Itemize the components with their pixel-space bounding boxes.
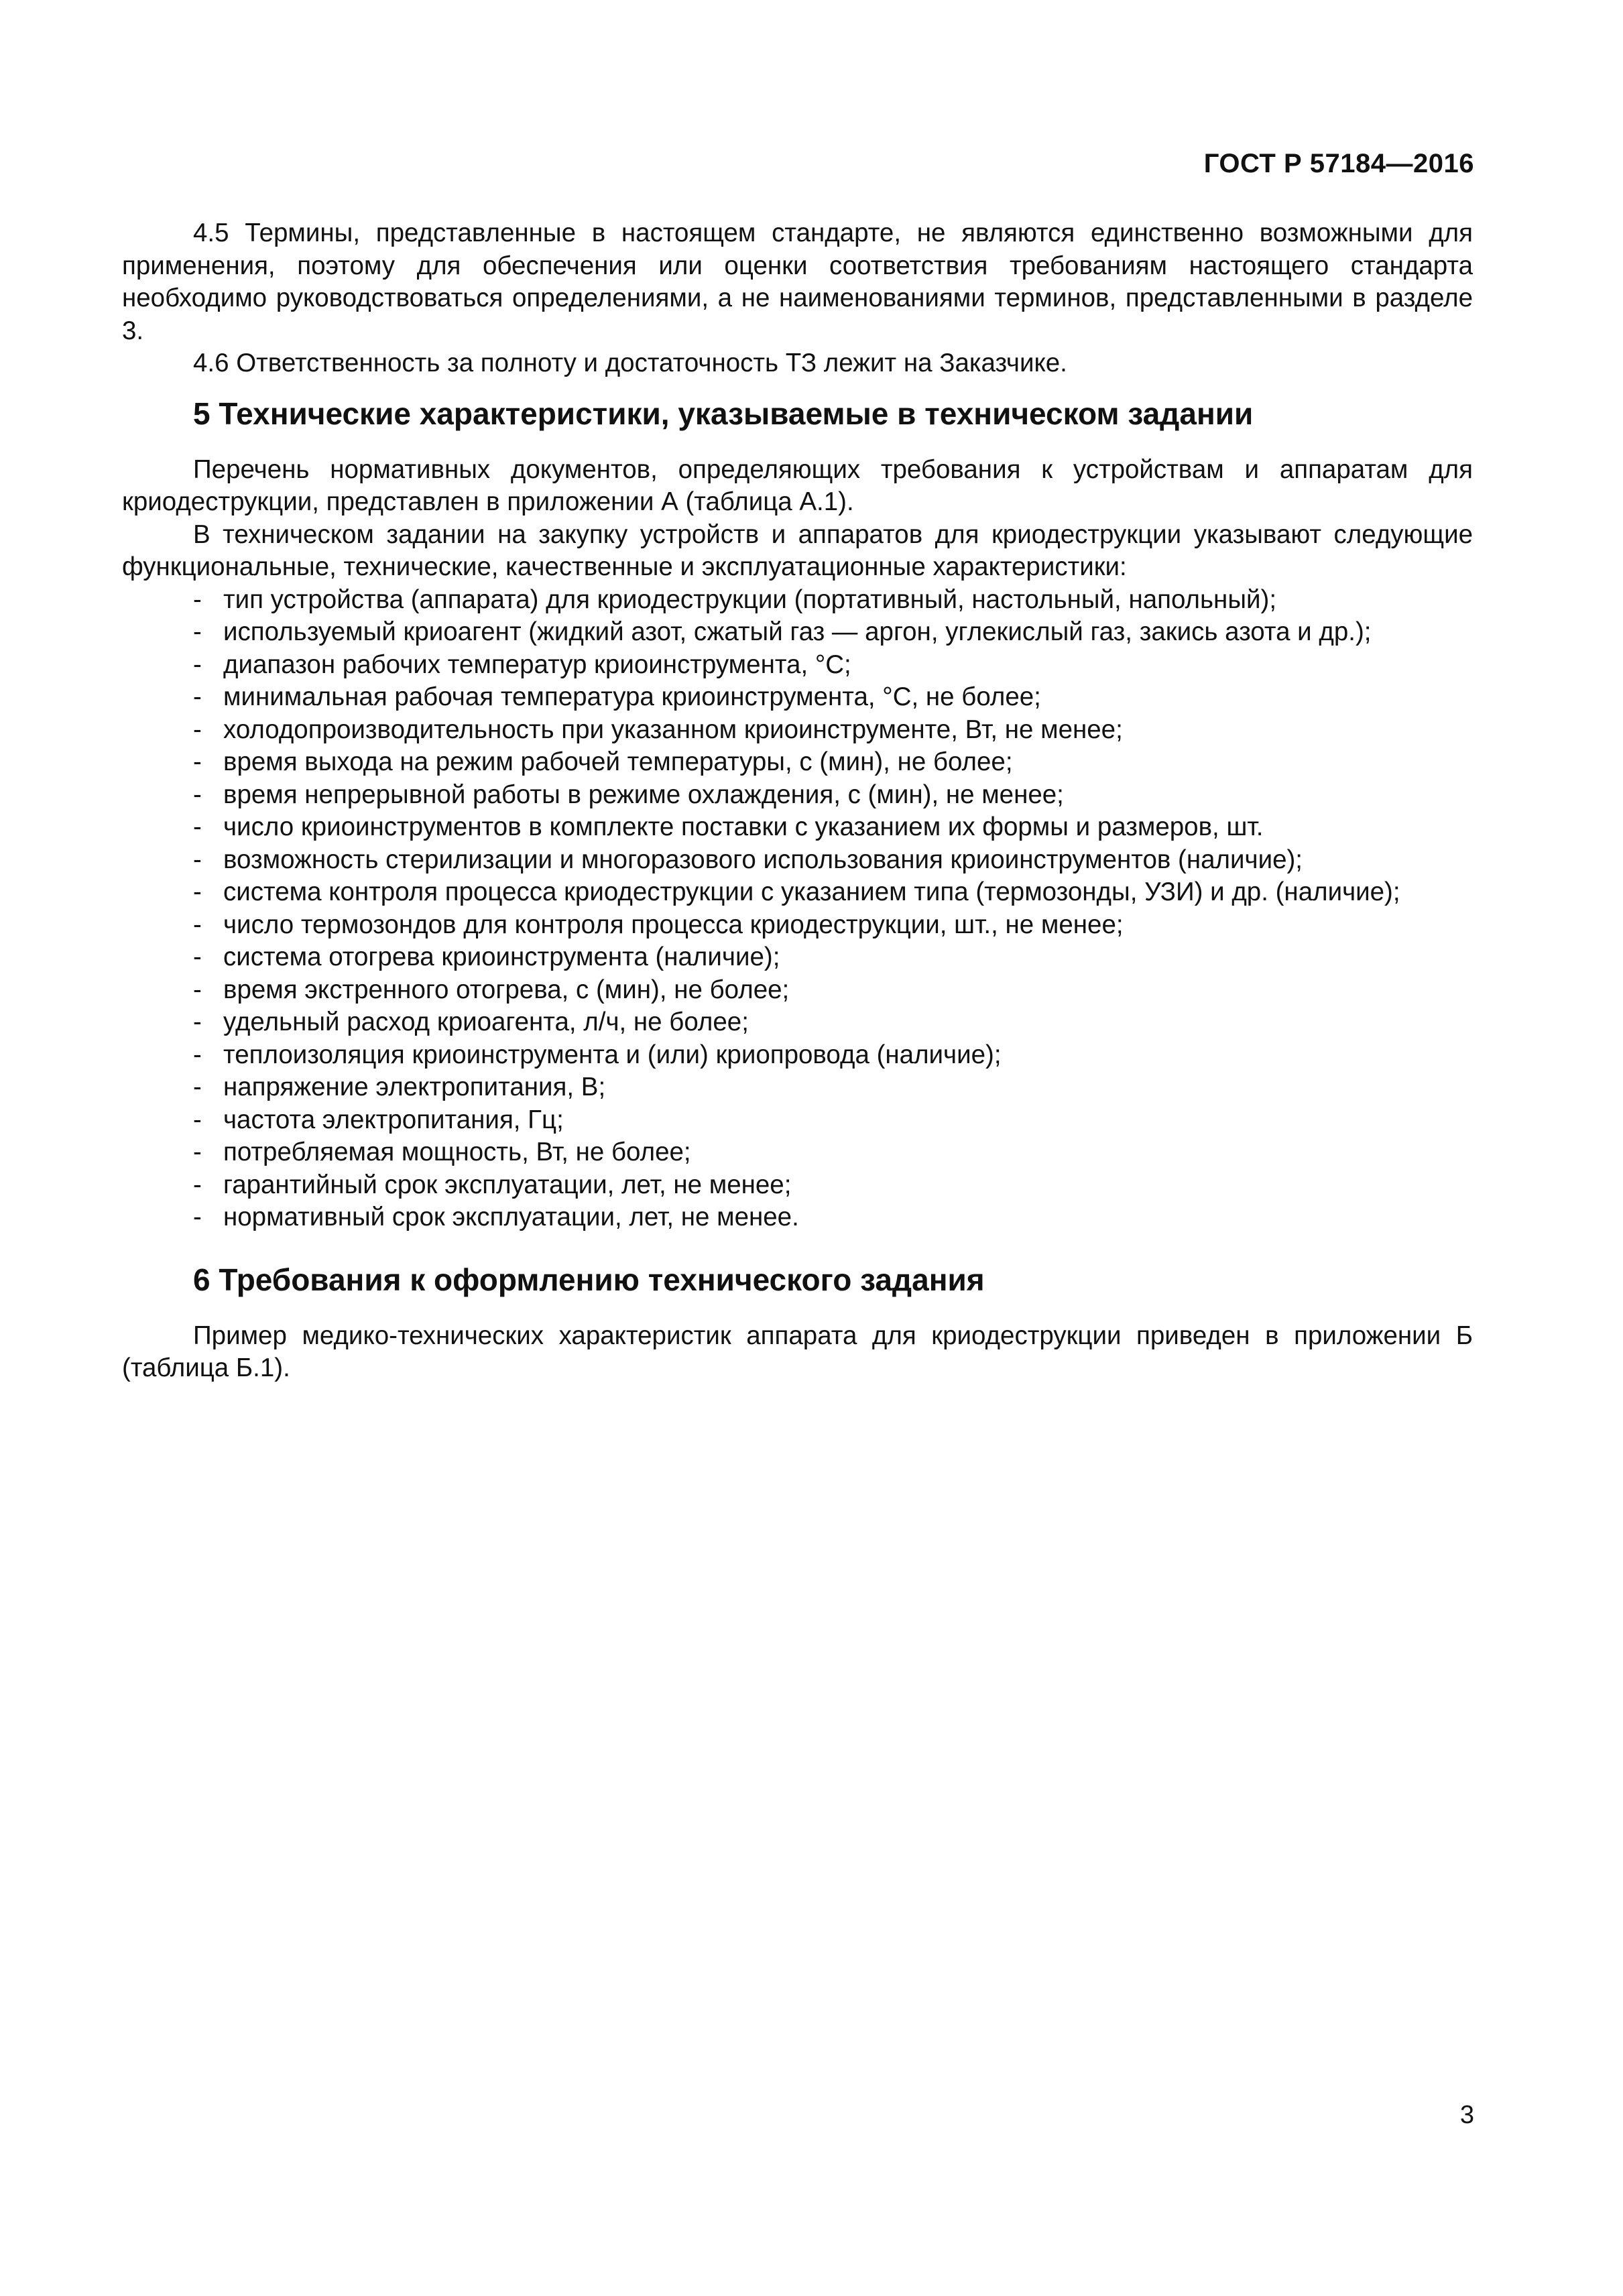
list-marker: - <box>193 1203 202 1231</box>
list-item <box>122 909 1473 942</box>
list-item <box>122 1039 1473 1072</box>
list-marker: - <box>193 1073 202 1101</box>
list-marker: - <box>193 975 202 1004</box>
list-item-text: частота электропитания, Гц; <box>223 1105 564 1134</box>
list-marker: - <box>193 1138 202 1166</box>
list-marker: - <box>193 617 202 646</box>
list-item-text: диапазон рабочих температур криоинструмента, °С; <box>223 650 851 679</box>
list-marker: - <box>193 1040 202 1069</box>
document-body <box>122 217 1473 1385</box>
list-item <box>122 974 1473 1007</box>
list-item-text: система отогрева криоинструмента (наличие); <box>223 943 780 971</box>
list-item-text: удельный расход криоагента, л/ч, не более; <box>223 1008 749 1036</box>
list-item-text: тип устройства (аппарата) для криодеструкции (портативный, настольный, напольный); <box>223 585 1277 614</box>
list-item-text: число термозондов для контроля процесса криодеструкции, шт., не менее; <box>223 910 1124 939</box>
list-marker: - <box>193 585 202 614</box>
list-item-text: напряжение электропитания, В; <box>223 1073 606 1101</box>
list-item <box>122 584 1473 617</box>
list-marker: - <box>193 715 202 744</box>
list-marker: - <box>193 682 202 711</box>
list-item <box>122 1071 1473 1104</box>
list-marker: - <box>193 910 202 939</box>
document-header: ГОСТ Р 57184—2016 <box>1203 149 1474 178</box>
list-item <box>122 1136 1473 1169</box>
list-item-text: возможность стерилизации и многоразового использования криоинструментов (наличие); <box>223 845 1303 874</box>
section-5-paragraph-2: В техническом задании на закупку устройств и аппаратов для криодеструкции указывают следующие функциональные, технические, качественные и эксплуатационные характеристики: <box>122 520 1473 581</box>
list-item <box>122 649 1473 682</box>
section-5-paragraph-1: Перечень нормативных документов, определяющих требования к устройствам и аппаратам для криодеструкции, представлен в приложении А (таблица А.1). <box>122 455 1473 516</box>
list-item <box>122 779 1473 812</box>
list-item-text: холодопроизводительность при указанном криоинструменте, Вт, не менее; <box>223 715 1123 744</box>
list-item-text: используемый криоагент (жидкий азот, сжатый газ — аргон, углекислый газ, закись азота и др.); <box>223 617 1372 646</box>
list-marker: - <box>193 747 202 776</box>
paragraph-4-5: 4.5 Термины, представленные в настоящем стандарте, не являются единственно возможными для применения, поэтому для обеспечения или оценки соответствия требованиям настоящего стандарта необходимо руководствоваться определениями, а не наименованиями терминов, представленными в разделе 3. <box>122 219 1473 345</box>
list-item-text: время непрерывной работы в режиме охлаждения, с (мин), не менее; <box>223 780 1064 809</box>
list-item-text: время экстренного отогрева, с (мин), не более; <box>223 975 790 1004</box>
list-marker: - <box>193 845 202 874</box>
paragraph-4-6: 4.6 Ответственность за полноту и достаточность ТЗ лежит на Заказчике. <box>193 349 1067 377</box>
list-item <box>122 1169 1473 1202</box>
list-item-text: потребляемая мощность, Вт, не более; <box>223 1138 691 1166</box>
characteristics-list <box>122 584 1473 1234</box>
list-marker: - <box>193 650 202 679</box>
list-item <box>122 681 1473 714</box>
list-item <box>122 616 1473 649</box>
list-item-text: теплоизоляция криоинструмента и (или) криопровода (наличие); <box>223 1040 1002 1069</box>
section-6-heading: 6 Требования к оформлению технического задания <box>193 1262 985 1297</box>
list-item-text: время выхода на режим рабочей температуры, с (мин), не более; <box>223 747 1013 776</box>
list-item-text: нормативный срок эксплуатации, лет, не менее. <box>223 1203 799 1231</box>
list-marker: - <box>193 1105 202 1134</box>
list-item <box>122 844 1473 877</box>
section-6-paragraph: Пример медико-технических характеристик аппарата для криодеструкции приведен в приложении Б (таблица Б.1). <box>122 1321 1473 1382</box>
list-item <box>122 941 1473 974</box>
list-marker: - <box>193 1008 202 1036</box>
list-item <box>122 1104 1473 1137</box>
list-item <box>122 876 1473 909</box>
list-item-text: система контроля процесса криодеструкции с указанием типа (термозонды, УЗИ) и др. (наличие); <box>223 878 1400 906</box>
list-item <box>122 746 1473 779</box>
list-item-text: минимальная рабочая температура криоинструмента, °С, не более; <box>223 682 1041 711</box>
list-item-text: число криоинструментов в комплекте поставки с указанием их формы и размеров, шт. <box>223 812 1264 841</box>
list-marker: - <box>193 780 202 809</box>
list-item <box>122 1006 1473 1039</box>
list-item <box>122 714 1473 747</box>
section-5-heading: 5 Технические характеристики, указываемые в техническом задании <box>193 396 1254 431</box>
list-item <box>122 811 1473 844</box>
list-item <box>122 1201 1473 1234</box>
page-number: 3 <box>1459 2101 1474 2129</box>
list-item-text: гарантийный срок эксплуатации, лет, не менее; <box>223 1170 792 1199</box>
list-marker: - <box>193 812 202 841</box>
list-marker: - <box>193 1170 202 1199</box>
list-marker: - <box>193 878 202 906</box>
list-marker: - <box>193 943 202 971</box>
